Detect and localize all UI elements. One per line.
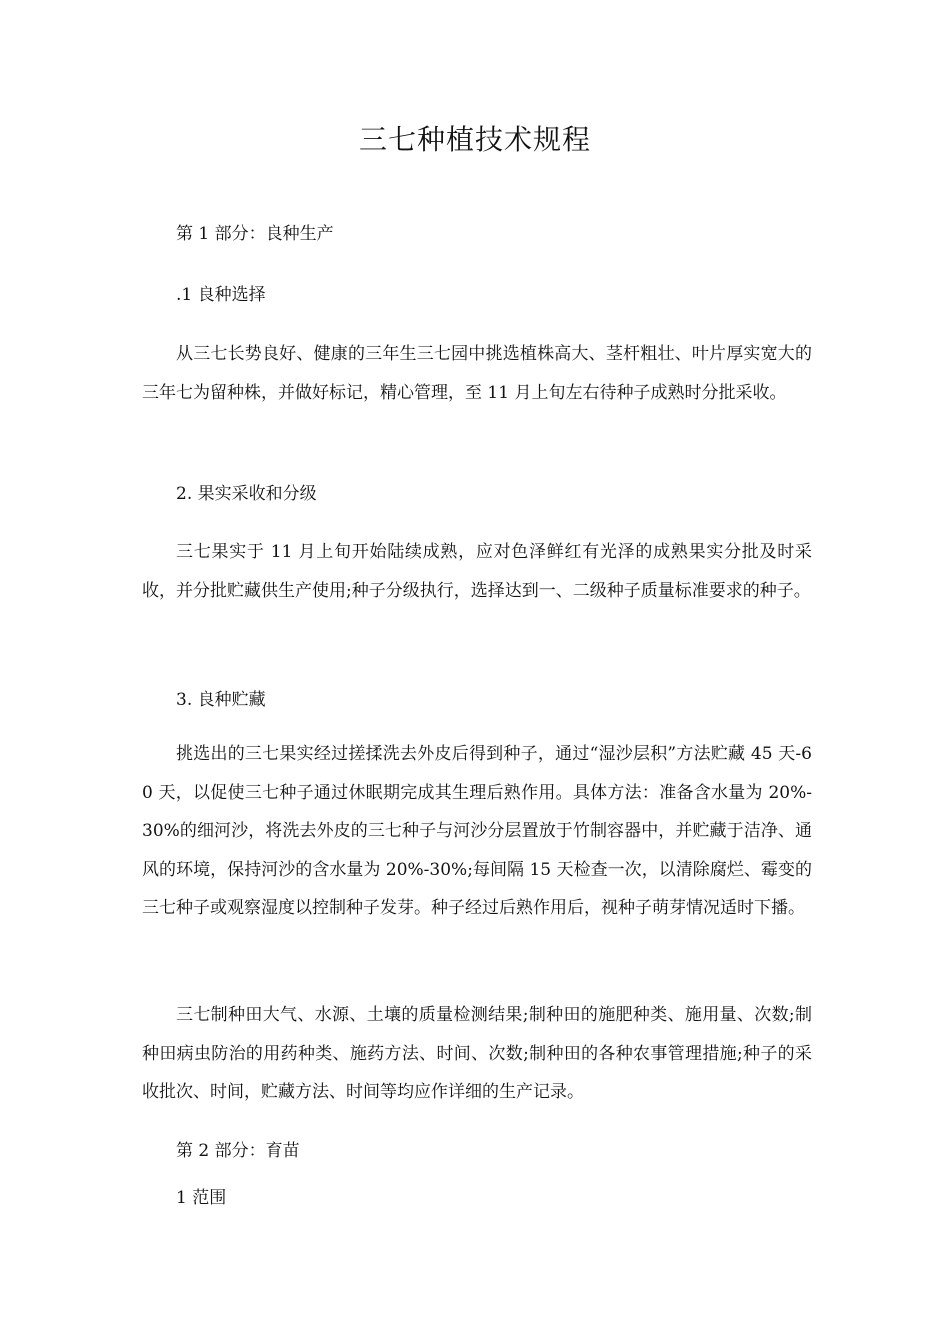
records-paragraph: 三七制种田大气、水源、土壤的质量检测结果;制种田的施肥种类、施用量、次数;制种田病虫防治的用药种类、施药方法、时间、次数;制种田的各种农事管理措施;种子的采收批次、时间，贮藏方法、时间等均应作详细的生产记录。: [142, 1005, 812, 1102]
part-2-heading: 第 2 部分：育苗: [176, 1141, 300, 1161]
section-2-paragraph: 三七果实于 11 月上旬开始陆续成熟，应对色泽鲜红有光泽的成熟果实分批及时采收，并分批贮藏供生产使用;种子分级执行，选择达到一、二级种子质量标准要求的种子。: [142, 542, 812, 601]
document-title: 三七种植技术规程: [358, 123, 591, 156]
part-1-heading: 第 1 部分：良种生产: [176, 224, 334, 244]
section-3-heading: 3. 良种贮藏: [176, 690, 266, 710]
section-1-paragraph: 从三七长势良好、健康的三年生三七园中挑选植株高大、茎杆粗壮、叶片厚实宽大的三年七为留种株，并做好标记，精心管理，至 11 月上旬左右待种子成熟时分批采收。: [142, 344, 812, 403]
section-2-heading: 2. 果实采收和分级: [176, 484, 317, 504]
part-2-section-1-heading: 1 范围: [176, 1188, 227, 1208]
section-1-heading: .1 良种选择: [176, 285, 266, 305]
section-3-paragraph: 挑选出的三七果实经过搓揉洗去外皮后得到种子，通过“湿沙层积”方法贮藏 45 天-60 天，以促使三七种子通过休眠期完成其生理后熟作用。具体方法：准备含水量为 20%-30%的细河沙，将洗去外皮的三七种子与河沙分层置放于竹制容器中，并贮藏于洁净、通风的环境，保持河沙的含水量为 20%-30%;每间隔 15 天检查一次，以清除腐烂、霉变的三七种子或观察湿度以控制种子发芽。种子经过后熟作用后，视种子萌芽情况适时下播。: [142, 744, 812, 918]
